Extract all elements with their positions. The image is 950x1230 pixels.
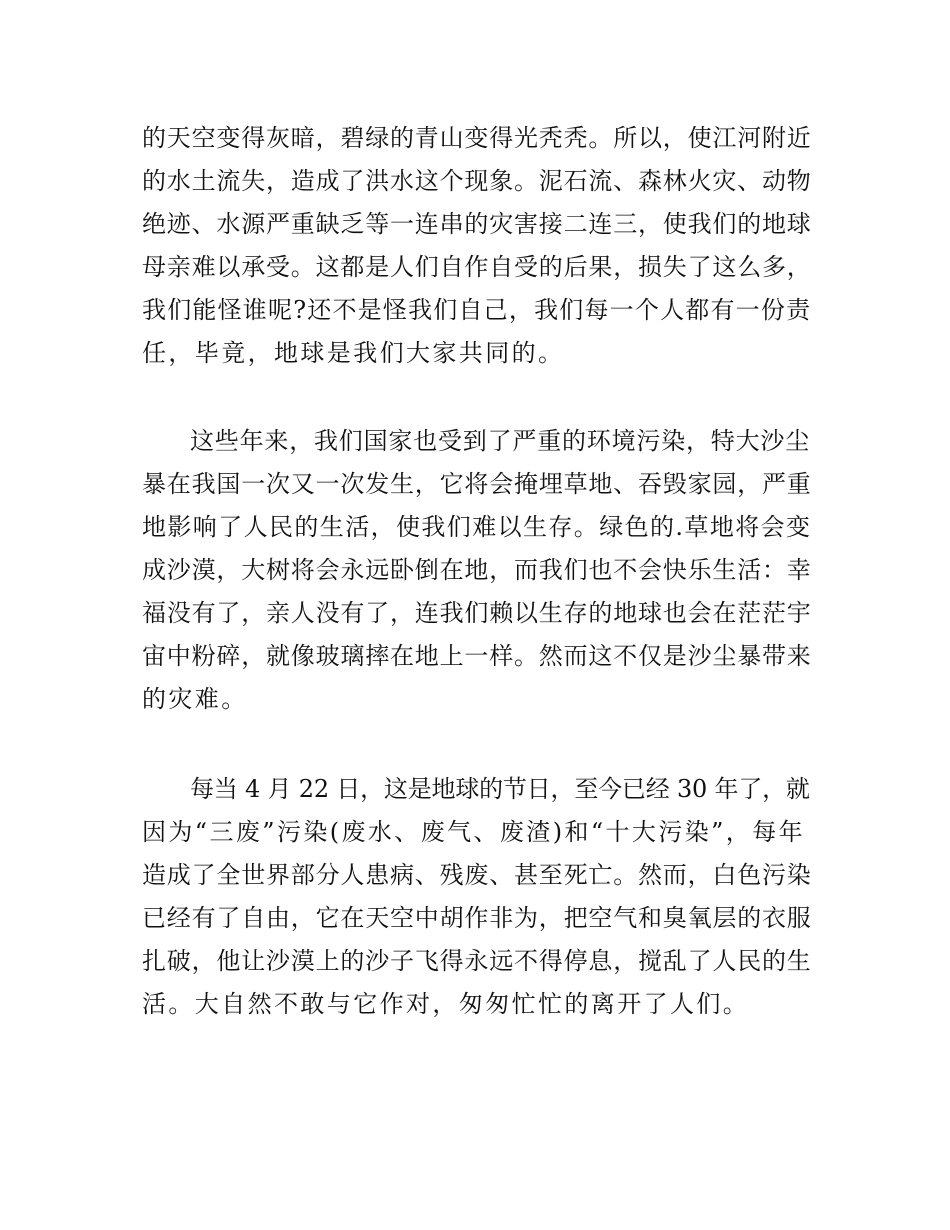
text-line: 福没有了，亲人没有了，连我们赖以生存的地球也会在茫茫宇	[142, 599, 812, 627]
text-line: 已经有了自由，它在天空中胡作非为，把空气和臭氧层的衣服	[142, 904, 812, 932]
text-line: 任，毕竟，地球是我们大家共同的。	[142, 339, 565, 367]
text-line: 我们能怪谁呢?还不是怪我们自己，我们每一个人都有一份责	[142, 296, 812, 324]
text-line: 绝迹、水源严重缺乏等一连串的灾害接二连三，使我们的地球	[142, 210, 812, 238]
text-line: 活。大自然不敢与它作对，匆匆忙忙的离开了人们。	[142, 990, 750, 1018]
text-line: 因为“三废”污染(废水、废气、废渣)和“十大污染”，每年	[142, 818, 806, 846]
text-line: 扎破，他让沙漠上的沙子飞得永远不得停息，搅乱了人民的生	[142, 947, 812, 975]
text-line: 宙中粉碎，就像玻璃摔在地上一样。然而这不仅是沙尘暴带来	[142, 642, 812, 670]
text-line: 的天空变得灰暗，碧绿的青山变得光秃秃。所以，使江河附近	[142, 124, 812, 152]
text-line: 母亲难以承受。这都是人们自作自受的后果，损失了这么多，	[142, 253, 812, 281]
text-line: 每当 4 月 22 日，这是地球的节日，至今已经 30 年了，就	[190, 775, 810, 803]
text-line: 地影响了人民的生活，使我们难以生存。绿色的.草地将会变	[142, 513, 812, 541]
text-line: 的水土流失，造成了洪水这个现象。泥石流、森林火灾、动物	[142, 167, 812, 195]
text-line: 造成了全世界部分人患病、残废、甚至死亡。然而，白色污染	[142, 861, 812, 889]
text-line: 这些年来，我们国家也受到了严重的环境污染，特大沙尘	[190, 427, 810, 455]
text-line: 的灾难。	[142, 685, 248, 713]
text-line: 暴在我国一次又一次发生，它将会掩埋草地、吞毁家园，严重	[142, 470, 812, 498]
text-line: 成沙漠，大树将会永远卧倒在地，而我们也不会快乐生活：幸	[142, 556, 812, 584]
